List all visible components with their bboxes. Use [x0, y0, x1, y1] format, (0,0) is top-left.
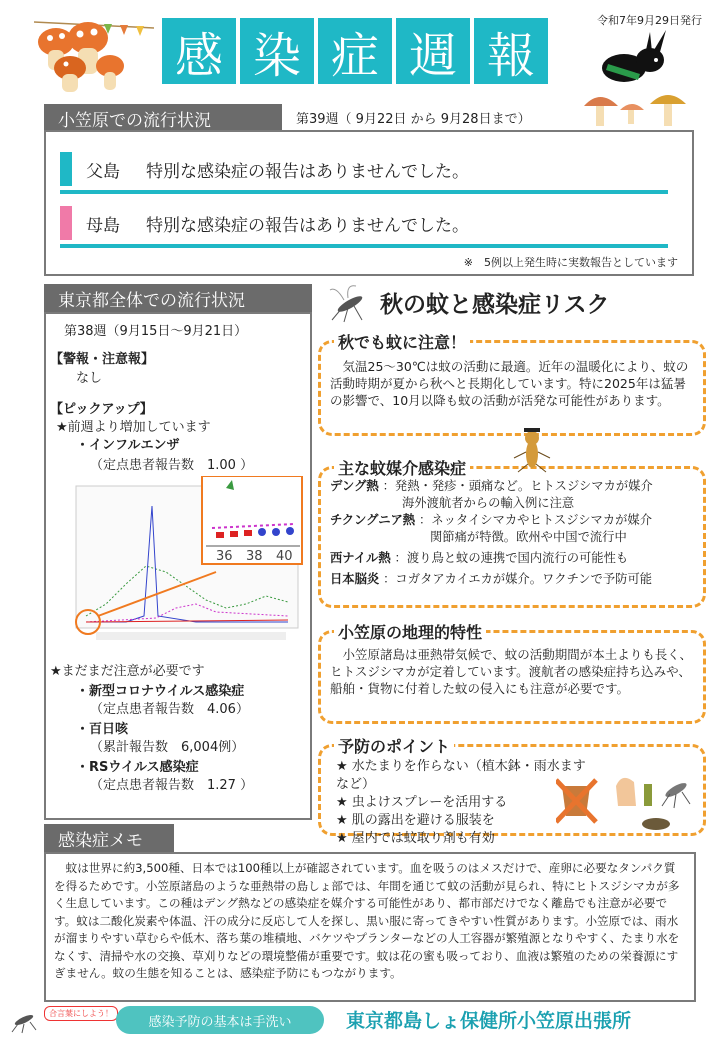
disease-name: ・新型コロナウイルス感染症	[76, 684, 245, 699]
mosquito-icon	[326, 282, 372, 324]
memo-section-label: 感染症メモ	[44, 824, 174, 852]
feature-title: 秋の蚊と感染症リスク	[380, 292, 610, 318]
prevention-item: ★ 屋内では蚊取り剤も有効	[336, 831, 495, 846]
island-status: 特別な感染症の報告はありませんでした。	[146, 161, 469, 182]
zoom-tick-label: 36	[216, 549, 233, 564]
footer-organization: 東京都島しょ保健所小笠原出張所	[346, 1010, 632, 1032]
island-name: 父島	[86, 161, 120, 182]
disease-desc2: 関節痛が特徴。欧州や中国で流行中	[430, 530, 627, 544]
island-row-hahajima	[60, 202, 668, 248]
disease-desc: ：渡り鳥と蚊の連携で国内流行の可能性も	[394, 551, 629, 565]
local-section-label: 小笠原での流行状況	[44, 104, 282, 132]
local-status-box	[44, 130, 694, 276]
island-name: 母島	[86, 215, 120, 236]
tokyo-status-box	[44, 312, 312, 820]
pickup-heading: 【ピックアップ】	[50, 402, 153, 417]
memo-text: 蚊は世界に約3,500種、日本では100種以上が確認されています。血を吸うのはメスだけで、産卵に必要なタンパク質を得るためです。小笠原諸島のような亜熱帯の島しょ部では、年間を通じて蚊の活動が見られ、特にヒトスジシマカが多く生息しています。この種はデング熱などの感染症を媒介する可能性があり、都市部だけでなく離島でも注意が必要です。蚊は二酸化炭素や体温、汗の成分に反応して人を探し、黒い服に寄ってきやすい性質があります。小笠原では、雨水が溜まりやすい草むらや低木、落ち葉の堆積地、バケツやプランターなどの人工容器が繁殖源となりやすく、たまり水をなくす、清掃や水の交換、草刈りなどの環境整備が重要です。蚊は花の蜜も吸っており、血液は繁殖のための栄養源にすぎません。蚊の生態を知ることは、感染症予防にもつながります。	[44, 852, 696, 1002]
disease-detail: （定点患者報告数 1.27 ）	[90, 778, 254, 793]
disease-name: 西ナイル熱	[330, 551, 391, 565]
title-char: 感	[162, 18, 236, 84]
disease-name: デング熱	[330, 479, 379, 493]
disease-detail: （定点患者報告数 1.00 ）	[90, 458, 254, 473]
section-heading: 秋でも蚊に注意！	[334, 330, 470, 353]
issue-date: 令和7年9月29日発行	[597, 14, 702, 27]
prevention-item: ★ 水たまりを作らない（植木鉢・雨水ますなど）	[336, 759, 586, 792]
island-row-chichijima	[60, 148, 668, 194]
report-note: ※ 5例以上発生時に実数報告としています	[463, 256, 678, 269]
disease-detail: （累計報告数 6,004例）	[90, 740, 245, 755]
disease-name: ・RSウイルス感染症	[76, 760, 199, 775]
disease-desc: ：コガタアカイエカが媒介。ワクチンで予防可能	[383, 572, 653, 586]
island-marker	[60, 206, 72, 240]
zoom-tick-label: 38	[246, 549, 263, 564]
section-heading: 小笠原の地理的特性	[334, 620, 486, 643]
influenza-trend-chart	[66, 476, 306, 646]
title-char: 週	[396, 18, 470, 84]
tokyo-section-label: 東京都全体での流行状況	[44, 284, 312, 312]
mosquito-doctor-icon	[510, 428, 554, 474]
disease-desc2: 海外渡航者からの輸入例に注意	[402, 496, 575, 510]
section-text: 気温25～30℃は蚊の活動に最適。近年の温暖化により、蚊の活動時期が夏から秋へと長期化しています。特に2025年は猛暑の影響で、10月以降も蚊の活動が活発な可能性があります。	[330, 359, 689, 408]
tokyo-week: 第38週（9月15日～9月21日）	[64, 324, 248, 339]
mushroom-small-illustration	[580, 84, 690, 130]
local-week: 第39週（ 9月22日 から 9月28日まで）	[296, 112, 531, 127]
island-status: 特別な感染症の報告はありませんでした。	[146, 215, 469, 236]
mosquito-small-icon	[8, 1006, 40, 1034]
disease-name: チクングニア熱	[330, 513, 416, 527]
disease-name: 日本脳炎	[330, 572, 380, 586]
island-marker	[60, 152, 72, 186]
prevention-item: ★ 虫よけスプレーを活用する	[336, 795, 508, 810]
footer-badge: 合言葉にしよう！	[44, 1006, 118, 1021]
disease-name: ・インフルエンザ	[76, 438, 180, 453]
disease-detail: （定点患者報告数 4.06）	[90, 702, 249, 717]
mushroom-illustration	[34, 8, 154, 94]
zoom-tick-label: 40	[276, 549, 293, 564]
title-char: 報	[474, 18, 548, 84]
disease-name: ・百日咳	[76, 722, 129, 737]
disease-desc: ：発熱・発疹・頭痛など。ヒトスジシマカが媒介	[382, 479, 653, 493]
alert-heading: 【警報・注意報】	[50, 352, 155, 367]
rabbit-illustration	[594, 30, 690, 90]
footer-slogan: 感染予防の基本は手洗い	[116, 1006, 324, 1034]
disease-desc: ：ネッタイシマカやヒトスジシマカが媒介	[419, 513, 652, 527]
alert-value: なし	[76, 371, 103, 386]
title-char: 症	[318, 18, 392, 84]
prevention-item: ★ 肌の露出を避ける服装を	[336, 813, 495, 828]
section-heading: 予防のポイント	[334, 734, 454, 757]
title-char: 染	[240, 18, 314, 84]
page-title	[162, 18, 548, 84]
caution-heading: ★まだまだ注意が必要です	[50, 664, 205, 679]
increase-heading: ★前週より増加しています	[56, 420, 211, 435]
prevention-illustration	[556, 766, 702, 834]
disease-row	[330, 478, 700, 588]
section-heading: 主な蚊媒介感染症	[334, 456, 470, 479]
section-text: 小笠原諸島は亜熱帯気候で、蚊の活動期間が本土よりも長く、ヒトスジシマカが定着しています。渡航者の感染症持ち込みや、船舶・貨物に付着した蚊の侵入にも注意が必要です。	[330, 647, 693, 696]
